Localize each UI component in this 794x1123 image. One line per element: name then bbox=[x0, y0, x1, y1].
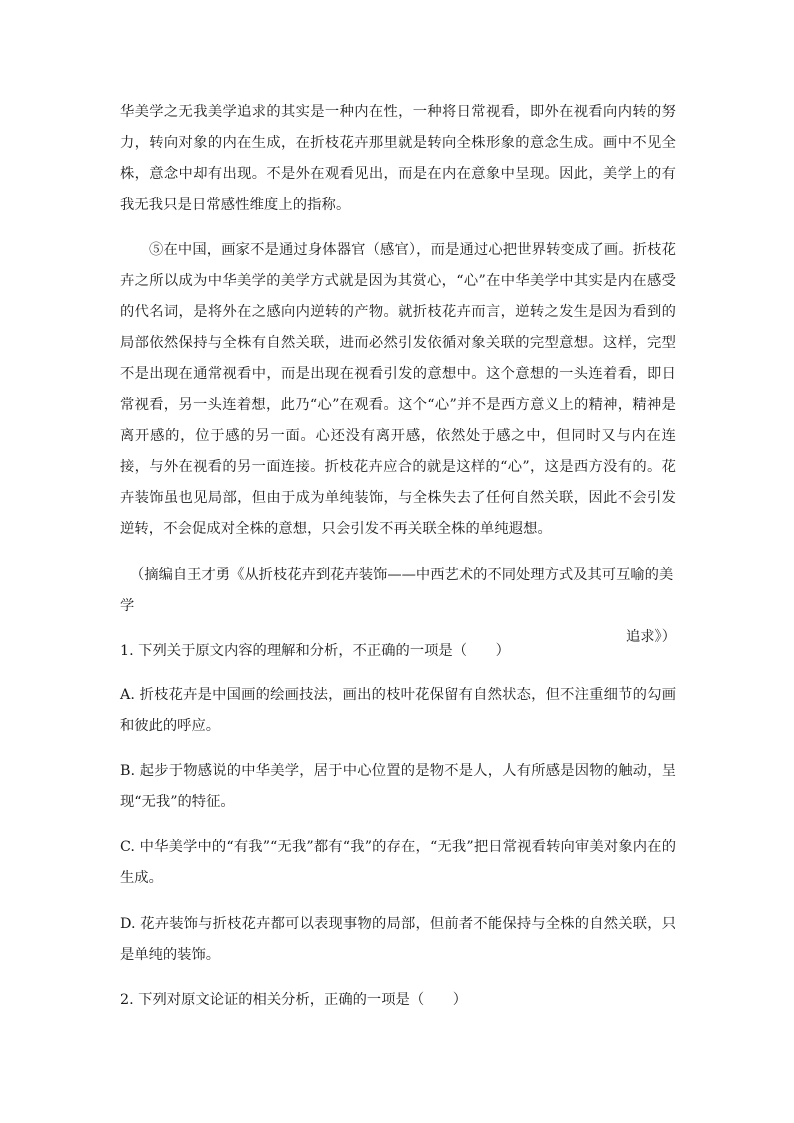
citation-line-2: 追求》） bbox=[625, 629, 676, 645]
question-1-option-c: C. 中华美学中的“有我”“无我”都有“我”的存在，“无我”把日常视看转向审美对象内在的生成。 bbox=[120, 839, 676, 886]
passage-paragraph-1: 华美学之无我美学追求的其实是一种内在性，一种将日常视看，即外在视看向内转的努力，转向对象的内在生成，在折枝花卉那里就是转向全株形象的意念生成。画中不见全株，意念中却有出现。不是外在观看见出，而是在内在意象中呈现。因此，美学上的有我无我只是日常感性维度上的指称。 bbox=[120, 104, 676, 213]
question-1-option-a: A. 折枝花卉是中国画的绘画技法，画出的枝叶花保留有自然状态，但不注重细节的勾画和彼此的呼应。 bbox=[120, 687, 676, 734]
question-2-stem: 2. 下列对原文论证的相关分析，正确的一项是（ ） bbox=[120, 992, 468, 1008]
question-1-stem: 1. 下列关于原文内容的理解和分析，不正确的一项是（ ） bbox=[120, 643, 510, 659]
question-1-option-b: B. 起步于物感说的中华美学，居于中心位置的是物不是人，人有所感是因物的触动，呈现“无我”的特征。 bbox=[120, 763, 676, 810]
citation-line-1: （摘编自王才勇《从折枝花卉到花卉装饰——中西艺术的不同处理方式及其可互喻的美学 bbox=[120, 567, 674, 614]
question-1-option-d: D. 花卉装饰与折枝花卉都可以表现事物的局部，但前者不能保持与全株的自然关联，只是单纯的装饰。 bbox=[120, 916, 676, 963]
passage-paragraph-5: ⑤在中国，画家不是通过身体器官（感官），而是通过心把世界转变成了画。折枝花卉之所以成为中华美学的美学方式就是因为其赏心，“心”在中华美学中其实是内在感受的代名词，是将外在之感向内逆转的产物。就折枝花卉而言，逆转之发生是因为看到的局部依然保持与全株有自然关联，进而必然引发依循对象关联的完型意想。这样，完型不是出现在通常视看中，而是出现在视看引发的意想中。这个意想的一头连着看，即日常视看，另一头连着想，此乃“心”在观看。这个“心”并不是西方意义上的精神，精神是离开感的，位于感的另一面。心还没有离开感，依然处于感之中，但同时又与内在连接，与外在视看的另一面连接。折枝花卉应合的就是这样的“心”，这是西方没有的。花卉装饰虽也见局部，但由于成为单纯装饰，与全株失去了任何自然关联，因此不会引发逆转，不会促成对全株的意想，只会引发不再关联全株的单纯遐想。 bbox=[120, 242, 676, 537]
